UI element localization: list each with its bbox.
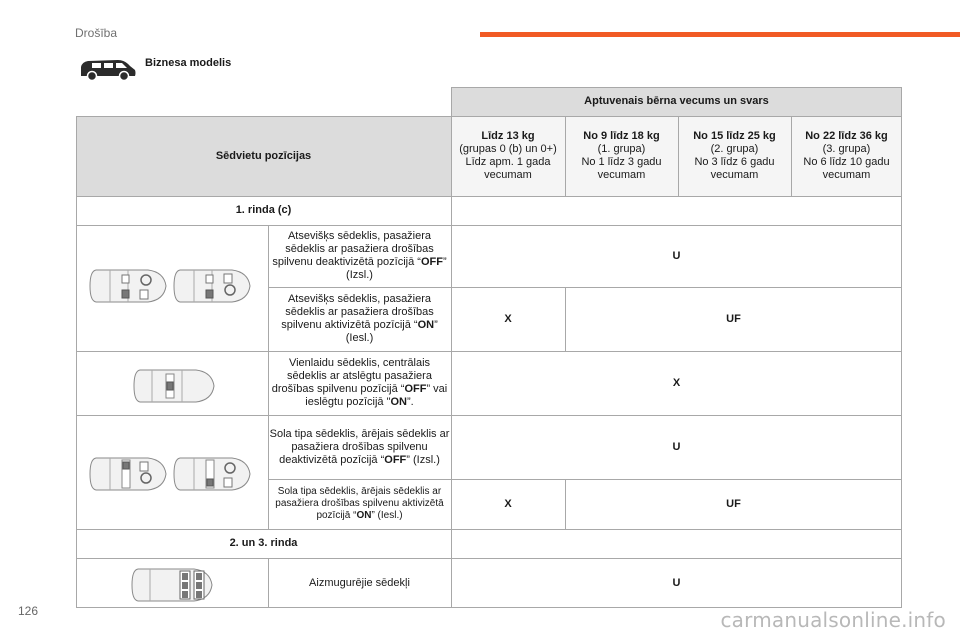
age-header: Aptuvenais bērna vecums un svars [451, 87, 902, 116]
section-title: Drošība [75, 26, 118, 40]
row-b-value-0: X [504, 312, 512, 325]
car-diagram-front-bench-left-icon [88, 454, 168, 494]
row-b-value-1: UF [726, 312, 741, 325]
seat-row-d-text: Sola tipa sēdeklis, ārējais sēdeklis ar pasažiera drošības spilvenu deaktivizētā pozīcijā “OFF” (Izsl.) [269, 427, 450, 466]
watermark: carmanualsonline.info [720, 608, 946, 632]
group-2-header: No 15 līdz 25 kg (2. grupa) No 3 līdz 6 gadu vecumam [678, 116, 791, 196]
rear-seats-text: Aizmugurējie sēdekļi [309, 576, 410, 589]
model-label: Biznesa modelis [145, 57, 232, 69]
row-a-value: U [672, 249, 681, 262]
seat-row-e-text: Sola tipa sēdeklis, ārējais sēdeklis ar pasažiera drošības spilvenu aktivizētā pozīcijā “ON” (Iesl.) [275, 486, 444, 521]
row-e-value-0: X [504, 497, 512, 510]
seat-positions-header: Sēdvietu pozīcijas [76, 116, 451, 196]
row-1-label: 1. rinda (c) [235, 204, 292, 216]
row-e-value-1: UF [726, 497, 741, 510]
accent-bar [480, 32, 960, 37]
row-c-value: X [672, 376, 681, 389]
car-diagram-front-bench-icon [132, 366, 216, 406]
car-diagram-front-single-right-icon [172, 266, 252, 306]
seat-row-c-text: Vienlaidu sēdeklis, centrālais sēdeklis ar atslēgtu pasažiera drošības spilvenu pozīcijā “OFF” vai ieslēgtu pozīcijā "ON”. [271, 357, 448, 408]
page-number: 126 [18, 604, 39, 618]
group-1-header: No 9 līdz 18 kg (1. grupa) No 1 līdz 3 gadu vecumam [565, 116, 678, 196]
van-icon [78, 56, 138, 82]
group-0-header: Līdz 13 kg (grupas 0 (b) un 0+) Līdz apm. 1 gada vecumam [451, 116, 565, 196]
car-diagram-front-bench-right-icon [172, 454, 252, 494]
child-seat-table [76, 87, 902, 608]
car-diagram-rear-seats-icon [130, 565, 214, 605]
group-3-header: No 22 līdz 36 kg (3. grupa) No 6 līdz 10 gadu vecumam [791, 116, 902, 196]
seat-row-b-text: Atsevišķs sēdeklis, pasažiera sēdeklis ar pasažiera drošības spilvenu aktivizētā pozīcijā “ON” (Iesl.) [281, 293, 438, 344]
rear-seats-value: U [672, 576, 681, 589]
car-diagram-front-single-left-icon [88, 266, 168, 306]
seat-row-a-text: Atsevišķs sēdeklis, pasažiera sēdeklis ar pasažiera drošības spilvenu deaktivizētā pozīcijā “OFF” (Izsl.) [272, 230, 447, 281]
row-d-value: U [672, 440, 681, 453]
row-2-label: 2. un 3. rinda [229, 537, 298, 549]
